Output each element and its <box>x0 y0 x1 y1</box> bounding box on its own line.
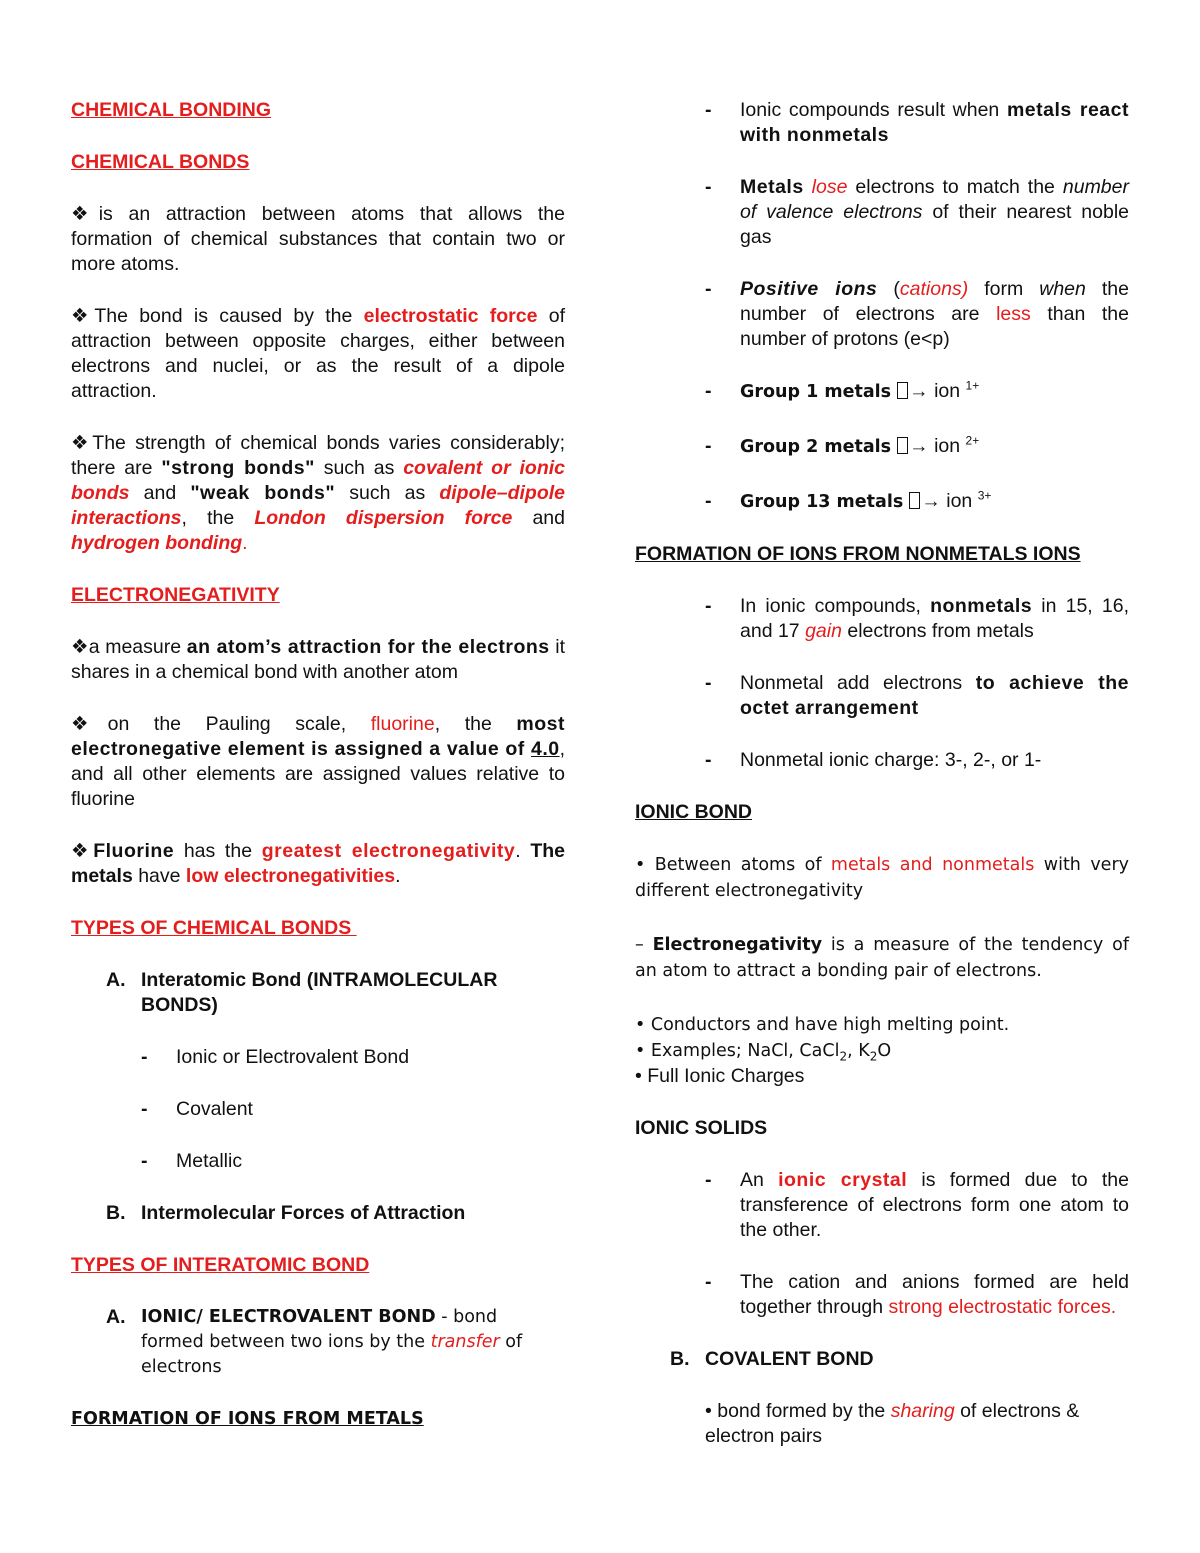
ionic-bond-point: • Between atoms of metals and nonmetals with very different electronegativity <box>635 855 1129 901</box>
examples-point: • Examples; NaCl, CaCl$_2$, $K_2O$ <box>635 1041 892 1064</box>
formation-from-nonmetals-heading: FORMATION OF IONS FROM NONMETALS IONS <box>635 543 1081 565</box>
electronegativity-point: – Electronegativity is a measure of the tendency of an atom to attract a bonding pair of electrons. <box>635 935 1129 981</box>
electronegativity-definition: ❖a measure an atom’s attraction for the electrons it shares in a chemical bond with another atom <box>71 636 566 683</box>
covalent-definition: • bond formed by the sharing of electrons & electron pairs <box>705 1400 1080 1447</box>
electronegativity-heading: ELECTRONEGATIVITY <box>71 584 280 606</box>
conductors-point: • Conductors and have high melting point. <box>635 1015 1010 1035</box>
list-item: - Covalent <box>141 1098 253 1120</box>
bond-definition: ❖is an attraction between atoms that allows the formation of chemical substances that contain two or more atoms. <box>71 203 565 275</box>
left-column <box>71 98 565 1432</box>
document-title: CHEMICAL BONDING <box>71 99 272 121</box>
right-column <box>635 98 1129 1449</box>
list-item: - Group 2 metals → ion $^{2+}$ <box>705 433 980 457</box>
interatomic-bond-heading: TYPES OF INTERATOMIC BOND <box>71 1254 370 1276</box>
list-item: - Nonmetal ionic charge: 3-, 2-, or 1- <box>705 749 1042 771</box>
fluorine-paragraph: ❖Fluorine has the greatest electronegativity. The metals have low electronegativities. <box>71 840 565 887</box>
covalent-bond-item: B. COVALENT BOND <box>670 1348 874 1370</box>
list-item: - Group 1 metals → ion $^{1+}$ <box>705 378 980 402</box>
list-item: - Nonmetal add electrons to achieve the octet arrangement <box>705 672 1129 719</box>
bond-cause-paragraph: ❖The bond is caused by the electrostatic force of attraction between opposite charges, either between electrons and nuclei, or as the result of a dipole attraction. <box>71 305 565 402</box>
list-item: - Group 13 metals → ion $^{3+}$ <box>705 488 992 512</box>
full-charges-point: • Full Ionic Charges <box>635 1065 805 1087</box>
list-item: - Metals lose electrons to match the number of valence electrons of their nearest noble gas <box>705 176 1130 248</box>
formation-from-metals-heading: FORMATION OF IONS FROM METALS <box>71 1409 424 1429</box>
ionic-bond-heading: IONIC BOND <box>635 801 752 823</box>
missing-glyph-icon <box>909 492 920 509</box>
types-of-bonds-heading: TYPES OF CHEMICAL BONDS <box>71 917 357 939</box>
ionic-solids-heading: IONIC SOLIDS <box>635 1117 768 1139</box>
list-item: - An ionic crystal is formed due to the transference of electrons form one atom to the other. <box>705 1169 1129 1241</box>
list-item: - The cation and anions formed are held together through strong electrostatic forces. <box>705 1271 1129 1318</box>
type-b-item: B. Intermolecular Forces of Attraction <box>106 1202 466 1224</box>
ionic-bond-item: A. IONIC/ ELECTROVALENT BOND - bond formed between two ions by the transfer of electrons <box>106 1306 523 1377</box>
missing-glyph-icon <box>897 382 908 399</box>
missing-glyph-icon <box>897 437 908 454</box>
pauling-scale-paragraph: ❖on the Pauling scale, fluorine, the most electronegative element is assigned a value of 4.0, and all other elements are assigned values relative to fluorine <box>71 713 565 810</box>
list-item: - Metallic <box>141 1150 243 1172</box>
bond-strength-paragraph: ❖The strength of chemical bonds varies considerably; there are "strong bonds" such as covalent or ionic bonds and "weak bonds" such as dipole–dipole interactions, the London dispersion force and hydrogen bonding. <box>71 432 566 554</box>
list-item: - Ionic or Electrovalent Bond <box>141 1046 410 1068</box>
list-item: - Ionic compounds result when metals react with nonmetals <box>705 99 1129 146</box>
type-a-item: A. Interatomic Bond (INTRAMOLECULAR BONDS) <box>106 969 498 1016</box>
list-item: - In ionic compounds, nonmetals in 15, 16, and 17 gain electrons from metals <box>705 595 1129 642</box>
chemical-bonds-heading: CHEMICAL BONDS <box>71 151 250 173</box>
list-item: - Positive ions (cations) form when the number of electrons are less than the number of protons (e<p) <box>705 278 1129 350</box>
